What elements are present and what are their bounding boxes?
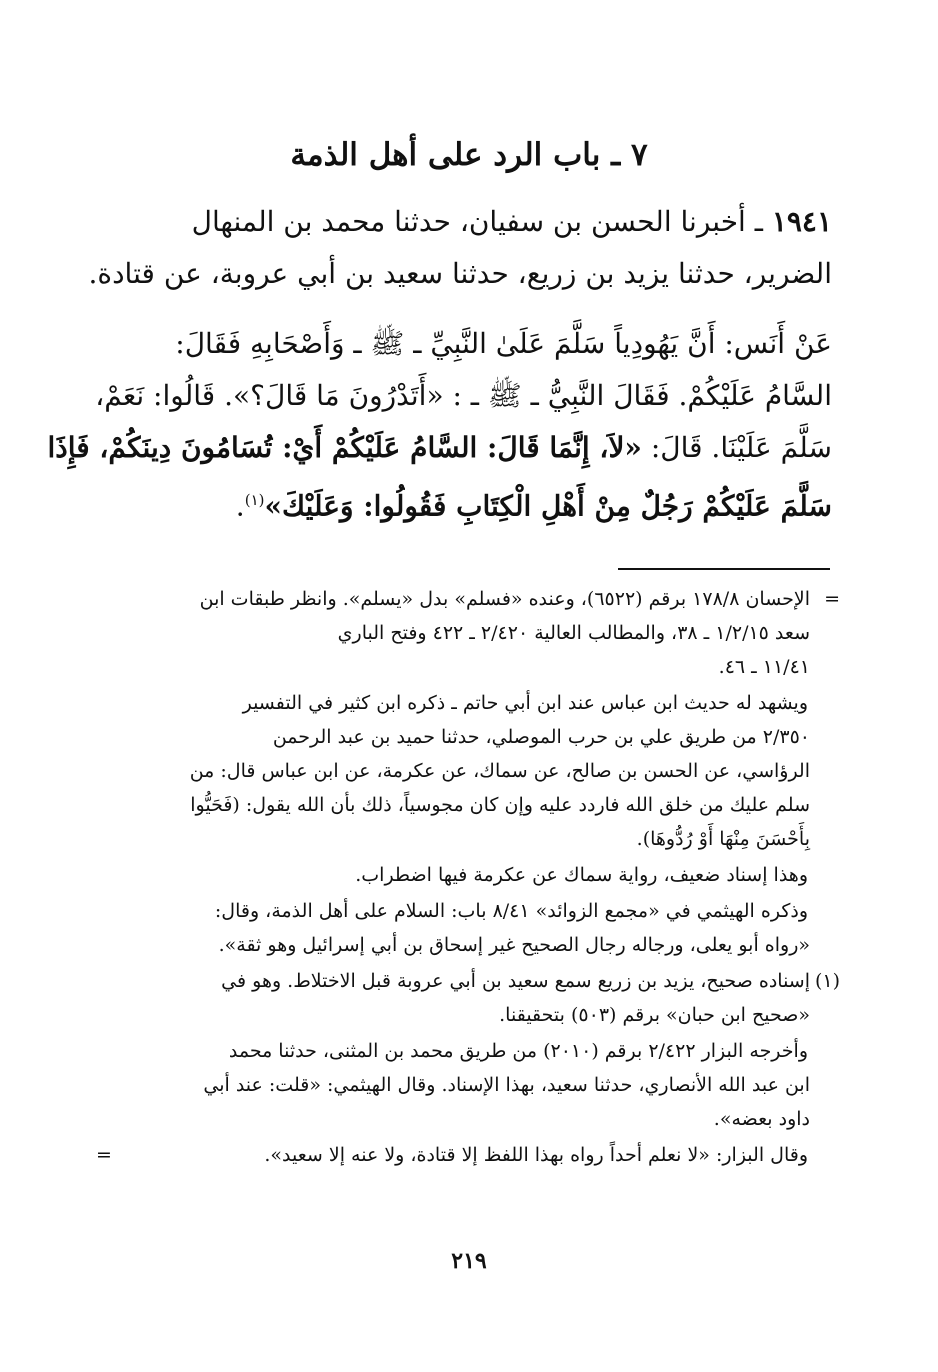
matn-line-1: عَنْ أَنَس: أَنَّ يَهُودِياً سَلَّمَ عَلَىٰ النَّبِيِّ ـ ﷺ ـ وَأَصْحَابِهِ فَقَالَ: <box>175 327 832 360</box>
hadith-matn <box>47 318 832 532</box>
isnad-line-1: ١٩٤١ ـ أخبرنا الحسن بن سفيان، حدثنا محمد بن المنهال <box>191 205 832 238</box>
footnote-paragraph-witness: ويشهد له حديث ابن عباس عند ابن أبي حاتم ـ ذكره ابن كثير في التفسير ٢/٣٥٠ من طريق علي بن حرب الموصلي، حدثنا حميد بن عبد الرحمن الرؤاسي، عن الحسن بن صالح، عن سماك، عن عكرمة، عن ابن عباس قال: من سلم عليك من خلق الله فاردد عليه وإن كان مجوسياً، ذلك بأن الله يقول: (فَحَيُّوا بِأَحْسَنَ مِنْهَا أَوْ رُدُّوهَا). <box>189 692 810 850</box>
hadith-number: ١٩٤١ <box>771 205 832 238</box>
footnote-separator <box>618 568 830 570</box>
hadith-isnad <box>88 196 832 300</box>
matn-line-3: سَلَّمَ عَلَيْنَا. قَالَ: «لاَ، إِنَّمَا قَالَ: السَّامُ عَلَيْكُمْ أَيْ: تُسَامُونَ دِينَكُمْ، فَإِذَا <box>47 431 832 464</box>
matn-line-2: السَّامُ عَلَيْكُمْ. فَقَالَ النَّبِيُّ ـ ﷺ ـ : «أَتَدْرُونَ مَا قَالَ؟». قَالُوا: نَعَمْ، <box>95 379 832 412</box>
footnote-1-bazzar-quote: وقال البزار: «لا نعلم أحداً رواه بهذا اللفظ إلا قتادة، ولا عنه إلا سعيد». = <box>96 1138 840 1172</box>
footnote-1: (١)إسناده صحيح، يزيد بن زريع سمع سعيد بن أبي عروبة قبل الاختلاط. وهو في «صحيح ابن حبان» برقم (٥٠٣) بتحقيقنا. <box>96 964 840 1032</box>
chapter-title: ٧ ـ باب الرد على أهل الذمة <box>290 137 648 173</box>
footnote-ref: (١) <box>244 491 265 509</box>
footnote-paragraph-weak: وهذا إسناد ضعيف، رواية سماك عن عكرمة فيها اضطراب. <box>355 864 808 886</box>
continuation-marker: = <box>824 588 840 610</box>
end-continuation-marker: = <box>96 1144 112 1166</box>
isnad-line-2: الضرير، حدثنا يزيد بن زريع، حدثنا سعيد بن أبي عروبة، عن قتادة. <box>88 257 832 290</box>
footnote-1-marker: (١) <box>814 970 840 992</box>
matn-line-4: سَلَّمَ عَلَيْكُمْ رَجُلٌ مِنْ أَهْلِ الْكِتَابِ فَقُولُوا: وَعَلَيْكَ»$^{(١)}$. <box>235 489 832 523</box>
footnote-continuation: =الإحسان ١٧٨/٨ برقم (٦٥٢٢)، وعنده «فسلم» بدل «يسلم». وانظر طبقات ابن سعد ١/٢/١٥ ـ ٣٨، والمطالب العالية ٢/٤٢٠ ـ ٤٢٢ وفتح الباري ١١/٤١ ـ ٤٦. <box>96 582 840 684</box>
page-number: ٢١٩ <box>451 1248 487 1274</box>
footnotes <box>96 582 840 1174</box>
footnote-1-bazzar: وأخرجه البزار ٢/٤٢٢ برقم (٢٠١٠) من طريق محمد بن المثنى، حدثنا محمد ابن عبد الله الأنصاري، حدثنا سعيد، بهذا الإسناد. وقال الهيثمي: «قلت: عند أبي داود بعضه». <box>203 1040 810 1130</box>
footnote-paragraph-haythami: وذكره الهيثمي في «مجمع الزوائد» ٨/٤١ باب: السلام على أهل الذمة، وقال: «رواه أبو يعلى، ورجاله رجال الصحيح غير إسحاق بن أبي إسرائيل وهو ثقة». <box>214 900 810 956</box>
